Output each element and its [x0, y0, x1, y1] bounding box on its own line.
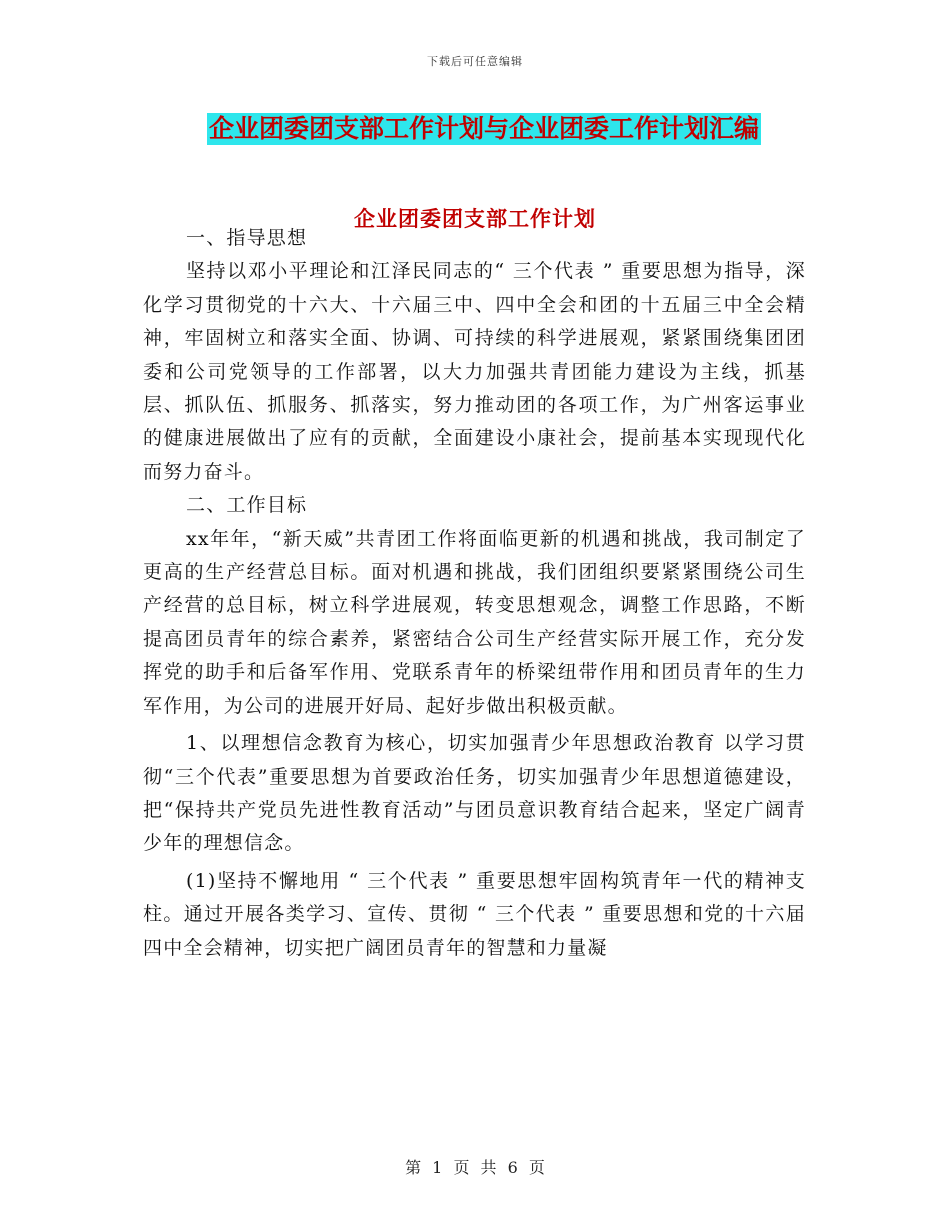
- heading-guiding-thought: 一、指导思想: [186, 227, 308, 249]
- document-main-title: 企业团委团支部工作计划与企业团委工作计划汇编: [209, 114, 760, 143]
- paragraph-work-goals: xx年年，“新天威”共青团工作将面临更新的机遇和挑战，我司制定了更高的生产经营总目标。面对机遇和挑战，我们团组织要紧紧围绕公司生产经营的总目标，树立科学进展观，转变思想观念，调整工作思路，不断提高团员青年的综合素养，紧密结合公司生产经营实际开展工作，充分发挥党的助手和后备军作用、党联系青年的桥梁纽带作用和团员青年的生力军作用，为公司的进展开好局、起好步做出积极贡献。: [143, 527, 806, 717]
- section-title: 企业团委团支部工作计划: [354, 206, 596, 231]
- heading-work-goals: 二、工作目标: [186, 494, 308, 517]
- paragraph-item-1-sub-1: (1)坚持不懈地用 “ 三个代表 ” 重要思想牢固构筑青年一代的精神支柱。通过开展各类学习、宣传、贯彻 “ 三个代表 ” 重要思想和党的十六届四中全会精神，切实把广阔团员青年的智慧和力量凝: [143, 869, 807, 959]
- page-footer: 第 1 页 共 6 页: [405, 1158, 545, 1177]
- header-note: 下载后可任意编辑: [427, 55, 523, 68]
- document-body: [143, 222, 806, 965]
- paragraph-item-1: 1、以理想信念教育为核心，切实加强青少年思想政治教育 以学习贯彻“三个代表”重要思想为首要政治任务，切实加强青少年思想道德建设，把“保持共产党员先进性教育活动”与团员意识教育结合起来，坚定广阔青少年的理想信念。: [143, 732, 806, 855]
- paragraph-guiding-thought: 坚持以邓小平理论和江泽民同志的“ 三个代表 ” 重要思想为指导，深化学习贯彻党的十六大、十六届三中、四中全会和团的十五届三中全会精神，牢固树立和落实全面、协调、可持续的科学进展观，紧紧围绕集团团委和公司党领导的工作部署，以大力加强共青团能力建设为主线，抓基层、抓队伍、抓服务、抓落实，努力推动团的各项工作，为广州客运事业的健康进展做出了应有的贡献，全面建设小康社会，提前基本实现现代化而努力奋斗。: [143, 260, 806, 483]
